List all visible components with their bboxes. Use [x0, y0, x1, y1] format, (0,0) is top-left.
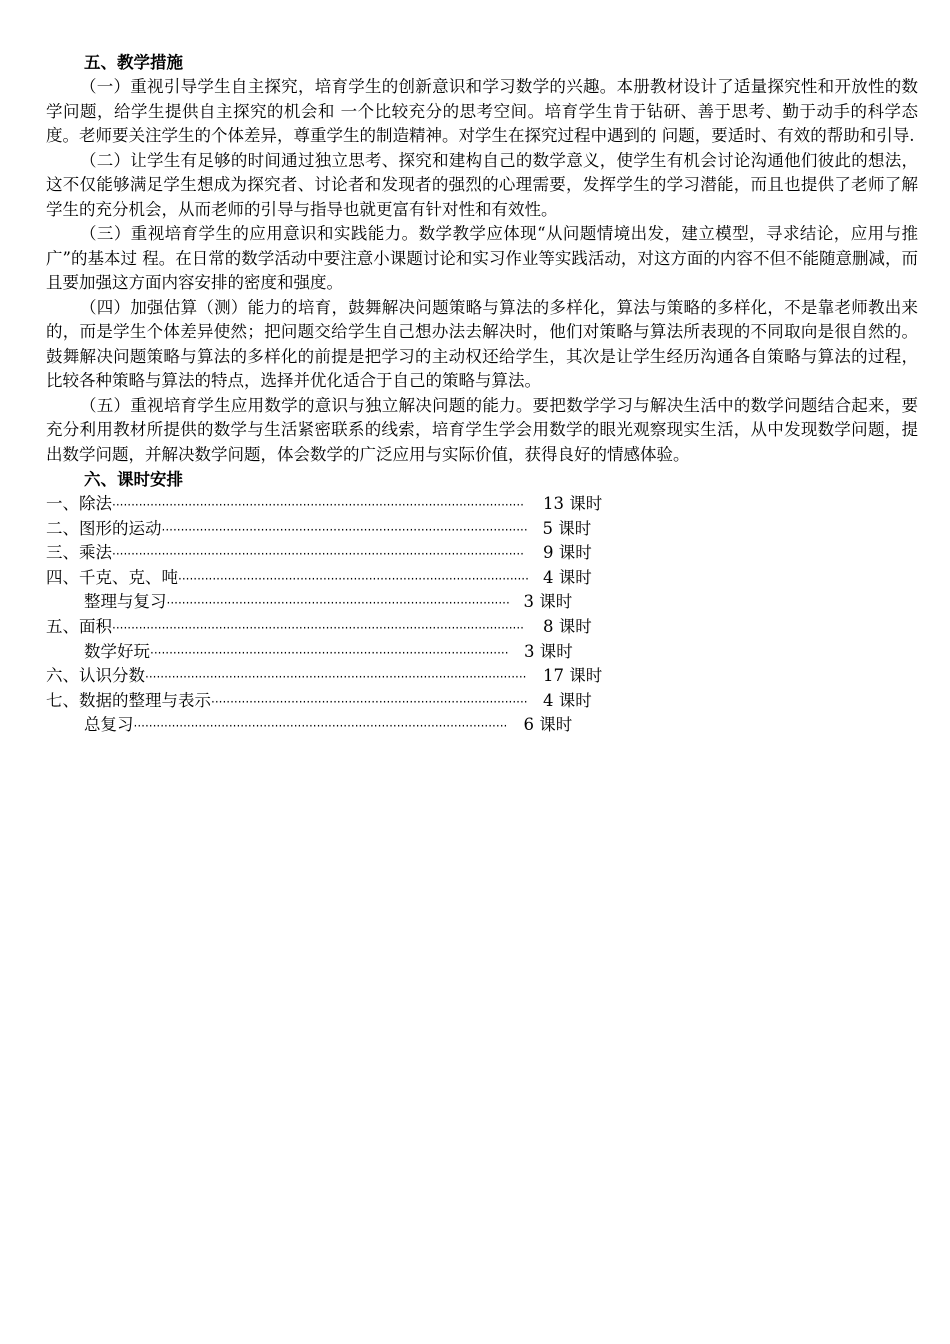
dot-leader: ············································································································: [112, 547, 524, 562]
section-6-title: 六、课时安排: [84, 470, 183, 489]
measure-paragraph-4: （四）加强估算（测）能力的培育，鼓舞解决问题策略与算法的多样化，算法与策略的多样化，不是靠老师教出来的，而是学生个体差异使然；把问题交给学生自己想办法去解决时，他们对策略与算法所表现的不同取向是很自然的。鼓舞解决问题策略与算法的多样化的前提是把学习的主动权还给学生，其次是让学生经历沟通各自策略与算法的过程，比较各种策略与算法的特点，选择并优化适合于自己的策略与算法。: [46, 297, 918, 390]
schedule-row: [46, 615, 918, 640]
schedule-row: [46, 664, 918, 689]
dot-leader: ···················································································: [211, 694, 528, 709]
measure-paragraph-5: （五）重视培育学生应用数学的意识与独立解决问题的能力。要把数学学习与解决生活中的数学问题结合起来，要充分利用教材所提供的数学与生活紧密联系的线索，培育学生学会用数学的眼光观察现实生活，从中发现数学问题，提出数学问题，并解决数学问题，体会数学的广泛应用与实际价值，获得良好的情感体验。: [46, 395, 918, 464]
section-5-title: 五、教学措施: [84, 53, 183, 72]
schedule-unit-label: 六、认识分数: [46, 666, 145, 686]
dot-leader: ······························································································: [150, 645, 509, 660]
schedule-unit-label: 二、图形的运动: [46, 518, 162, 538]
schedule-row: [46, 566, 918, 591]
schedule-hours: 9 课时: [543, 543, 592, 563]
dot-leader: ············································································································: [112, 620, 524, 635]
schedule-hours: 5 课时: [542, 518, 592, 538]
lesson-schedule: [46, 492, 918, 738]
measure-paragraph-1: （一）重视引导学生自主探究，培育学生的创新意识和学习数学的兴趣。本册教材设计了适量探究性和开放性的数学问题，给学生提供自主探究的机会和 一个比较充分的思考空间。培育学生肯于钻研、善于思考、勤于动手的科学态度。老师要关注学生的个体差异，尊重学生的制造精神。对学生在探究过程中遇到的 问题，要适时、有效的帮助和引导.: [46, 77, 918, 145]
document-page: [46, 50, 918, 738]
dot-leader: ····························································································: [178, 571, 529, 586]
dot-leader: ··························································································: [166, 596, 510, 611]
schedule-hours: 3 课时: [524, 641, 573, 661]
schedule-row: [46, 713, 918, 738]
schedule-hours: 4 课时: [543, 690, 592, 710]
schedule-unit-label: 总复习: [84, 715, 134, 735]
schedule-hours: 6 课时: [523, 715, 573, 735]
schedule-row: [46, 541, 918, 566]
schedule-hours: 3 课时: [523, 592, 573, 612]
schedule-unit-label: 三、乘法: [46, 543, 112, 563]
schedule-row: [46, 689, 918, 714]
measure-paragraph-3: （三）重视培育学生的应用意识和实践能力。数学教学应体现“从问题情境出发，建立模型，寻求结论，应用与推广”的基本过 程。在日常的数学活动中要注意小课题讨论和实习作业等实践活动，对这方面的内容不但不能随意删减，而且要加强这方面内容安排的密度和强度。: [46, 224, 918, 292]
schedule-hours: 17 课时: [543, 666, 603, 686]
schedule-unit-label: 整理与复习: [84, 592, 167, 612]
measure-paragraph-2: （二）让学生有足够的时间通过独立思考、探究和建构自己的数学意义，使学生有机会讨论沟通他们彼此的想法，这不仅能够满足学生想成为探究者、讨论者和发现者的强烈的心理需要，发挥学生的学习潜能，而且也提供了老师了解学生的充分机会，从而老师的引导与指导也就更富有针对性和有效性。: [46, 150, 918, 219]
schedule-row: [46, 590, 918, 615]
schedule-row: [46, 492, 918, 517]
schedule-hours: 4 课时: [543, 567, 592, 587]
schedule-unit-label: 七、数据的整理与表示: [46, 690, 211, 710]
schedule-unit-label: 一、除法: [46, 494, 112, 513]
dot-leader: ··································································································: [133, 719, 508, 734]
schedule-row: [46, 640, 918, 665]
schedule-hours: 8 课时: [543, 616, 592, 636]
schedule-row: [46, 517, 918, 542]
schedule-unit-label: 四、千克、克、吨: [46, 567, 178, 587]
dot-leader: ············································································································: [112, 498, 524, 512]
schedule-hours: 13 课时: [543, 494, 603, 513]
dot-leader: ····································································································: [145, 670, 527, 685]
schedule-unit-label: 数学好玩: [84, 641, 150, 661]
dot-leader: ································································································: [161, 522, 528, 537]
schedule-unit-label: 五、面积: [46, 616, 112, 636]
